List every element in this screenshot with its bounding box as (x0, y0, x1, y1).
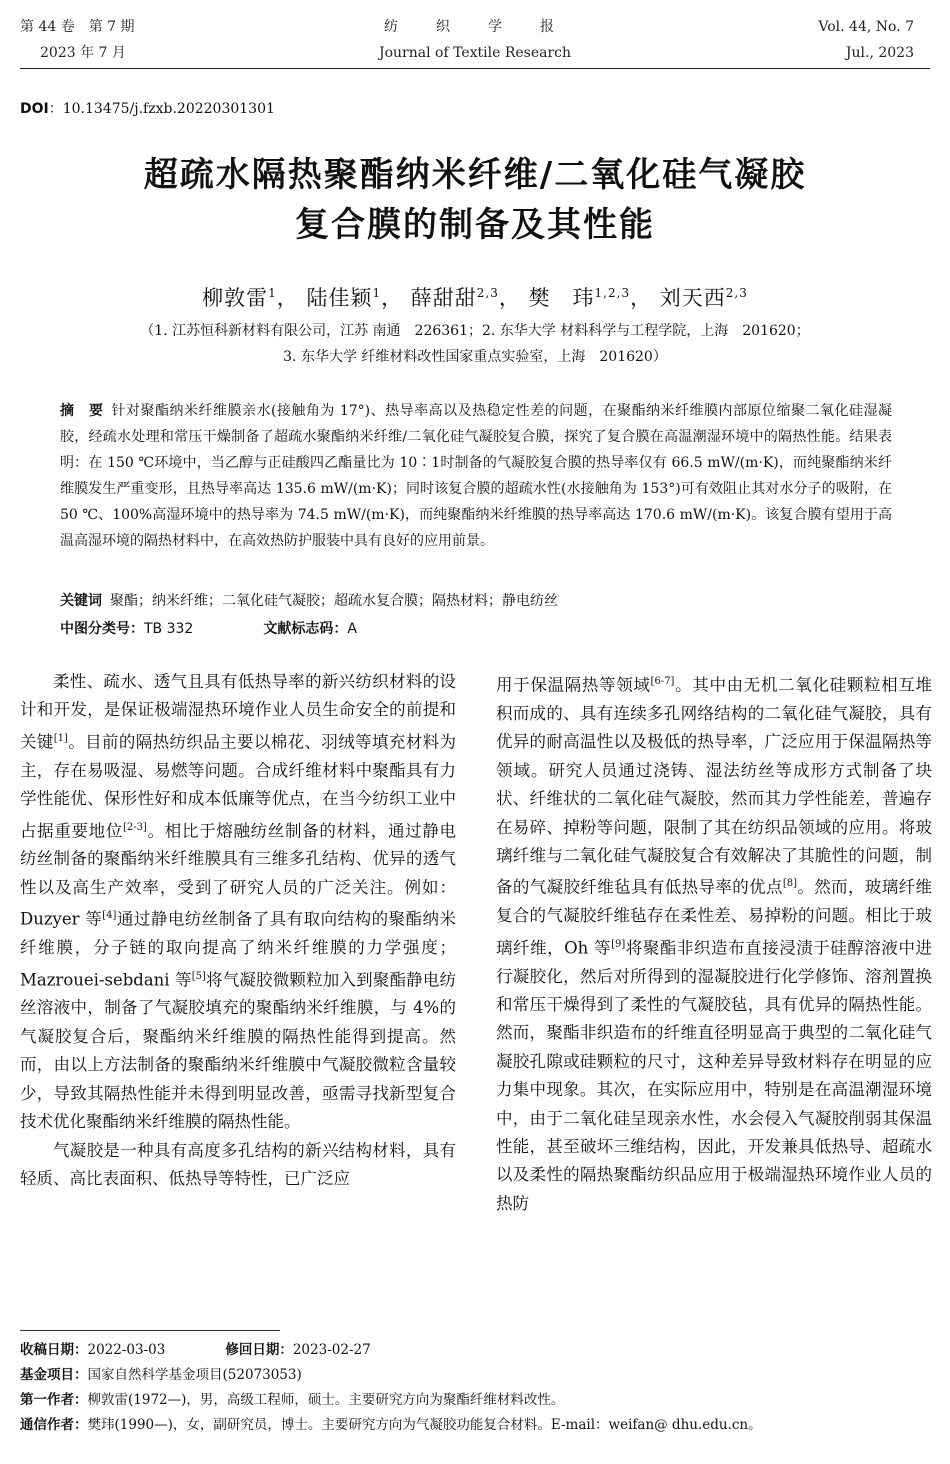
header-divider (20, 68, 930, 69)
citation: [9] (611, 938, 626, 950)
author: 柳敦雷$^1$， (202, 286, 299, 310)
clc-label: 中图分类号： (60, 621, 144, 637)
citation: [6-7] (650, 676, 675, 687)
author: 刘天西$^{2,3}$ (659, 286, 748, 310)
header-center (0, 14, 950, 66)
volume-issue-cn: 第 44 卷 第 7 期 (20, 19, 135, 35)
paper-title (0, 150, 950, 250)
citation: [8] (782, 878, 798, 890)
affiliation-line-1: （1. 江苏恒科新材料有限公司，江苏 南通 226361；2. 东华大学 材料科学与工程学院，上海 201620； (140, 323, 810, 339)
abstract-label: 摘 要 (60, 403, 104, 419)
author: 陆佳颖$^1$， (306, 286, 404, 310)
date-en: Jul., 2023 (845, 45, 914, 61)
received-date: 2022-03-03 (87, 1342, 166, 1358)
citation: [4] (102, 910, 117, 922)
abstract-text: 针对聚酯纳米纤维膜亲水(接触角为 17°)、热导率高以及热稳定性差的问题，在聚酯纳米纤维膜内部原位缩聚二氧化硅湿凝胶，经疏水处理和常压干燥制备了超疏水聚酯纳米纤维/二氧化硅气凝胶复合膜，探究了复合膜在高温潮湿环境中的隔热性能。结果表明：在 150 ℃环境中，当乙醇与正硅酸四乙酯量比为 10∶1时制备的气凝胶复合膜的热导率仅有 66.5 mW/(m·K)，而纯聚酯纳米纤维膜发生严重变形，且热导率高达 135.6 mW/(m·K)；同时该复合膜的超疏水性(水接触角为 153°)可有效阻止其对水分子的吸附，在 50 ℃、100%高湿环境中的热导率为 74.5 mW/(m·K)，而纯聚酯纳米纤维膜的热导率高达 170.6 mW/(m·K)。该复合膜有望用于高温高湿环境的隔热材料中，在高效热防护服装中具有良好的应用前景。 (60, 403, 893, 549)
title-line-1: 超疏水隔热聚酯纳米纤维/二氧化硅气凝胶 (143, 155, 807, 195)
affiliations (0, 318, 950, 370)
fund-line: 基金项目：国家自然科学基金项目(52073053) (20, 1367, 302, 1383)
classification (60, 618, 357, 638)
author: 樊 玮$^{1,2,3}$， (528, 286, 653, 310)
doi-label: DOI (20, 101, 49, 117)
citation: [5] (191, 970, 206, 982)
corresponding-author-line: 通信作者：樊玮(1990—)，女，副研究员，博士。主要研究方向为气凝胶功能复合材料。E-mail：weifan@ dhu.edu.cn。 (20, 1417, 762, 1433)
journal-name-cn: 纺 织 学 报 (384, 19, 566, 35)
journal-name-en: Journal of Textile Research (378, 45, 572, 61)
body-paragraph: 气凝胶是一种具有高度多孔结构的新兴结构材料，具有轻质、高比表面积、低热导等特性，已广泛应 (20, 1140, 456, 1188)
dates-line: 收稿日期：2022-03-03 修回日期：2023-02-27 (20, 1342, 371, 1358)
affiliation-line-2: 3. 东华大学 纤维材料改性国家重点实验室，上海 201620） (283, 349, 667, 365)
keywords-label: 关键词 (60, 593, 102, 609)
doc-code-label: 文献标志码： (263, 621, 348, 637)
header-right (818, 14, 914, 66)
footnote-divider (20, 1330, 280, 1331)
volume-issue-en: Vol. 44, No. 7 (818, 19, 914, 35)
citation: [1] (53, 732, 68, 744)
doi (20, 98, 275, 118)
date-cn: 2023 年 7 月 (40, 45, 126, 61)
doi-value: ：10.13475/j.fzxb.20220301301 (48, 101, 275, 117)
first-author-line: 第一作者：柳敦雷(1972—)，男，高级工程师，硕士。主要研究方向为聚酯纤维材料改性。 (20, 1392, 565, 1408)
title-line-2: 复合膜的制备及其性能 (295, 205, 655, 245)
body-paragraph: 柔性、疏水、透气且具有低热导率的新兴纺织材料的设计和开发，是保证极端湿热环境作业人员生命安全的前提和关键[1]。目前的隔热纺织品主要以棉花、羽绒等填充材料为主，存在易吸湿、易燃等问题。合成纤维材料中聚酯具有力学性能优、保形性好和成本低廉等优点，在当今纺织工业中占据重要地位[2-3]。相比于熔融纺丝制备的材料，通过静电纺丝制备的聚酯纳米纤维膜具有三维多孔结构、优异的透气性以及高生产效率，受到了研究人员的广泛关注。例如：Duzyer 等[4]通过静电纺丝制备了具有取向结构的聚酯纳米纤维膜，分子链的取向提高了纳米纤维膜的力学强度；Mazrouei-sebdani 等[5]将气凝胶微颗粒加入到聚酯静电纺丝溶液中，制备了气凝胶填充的聚酯纳米纤维膜，与 4%的气凝胶复合后，聚酯纳米纤维膜的隔热性能得到提高。然而，由以上方法制备的聚酯纳米纤维膜中气凝胶微粒含量较少，导致其隔热性能并未得到明显改善，亟需寻找新型复合技术优化聚酯纳米纤维膜的隔热性能。 (20, 672, 457, 1132)
keywords-text: 聚酯；纳米纤维；二氧化硅气凝胶；超疏水复合膜；隔热材料；静电纺丝 (110, 593, 558, 609)
doc-code-value: A (347, 621, 357, 637)
author-list (0, 282, 950, 312)
body-paragraph: 用于保温隔热等领域[6-7]。其中由无机二氧化硅颗粒相互堆积而成的、具有连续多孔网络结构的二氧化硅气凝胶，具有优异的耐高温性以及极低的热导率，广泛应用于保温隔热等领域。研究人员通过浇铸、湿法纺丝等成形方式制备了块状、纤维状的二氧化硅气凝胶，然而其力学性能差，普遍存在易碎、掉粉等问题，限制了其在纺织品领域的应用。将玻璃纤维与二氧化硅气凝胶复合有效解决了其脆性的问题，制备的气凝胶纤维毡具有低热导率的优点[8]。然而，玻璃纤维复合的气凝胶纤维毡存在柔性差、易掉粉的问题。相比于玻璃纤维，Oh 等[9]将聚酯非织造布直接浸渍于硅醇溶液中进行凝胶化，然后对所得到的湿凝胶进行化学修饰、溶剂置换和常压干燥得到了柔性的气凝胶毡，具有优异的隔热性能。然而，聚酯非织造布的纤维直径明显高于典型的二氧化硅气凝胶孔隙或硅颗粒的尺寸，这种差异导致材料存在明显的应力集中现象。其次，在实际应用中，特别是在高温潮湿环境中，由于二氧化硅呈现亲水性，水会侵入气凝胶削弱其保温性能，甚至破坏三维结构，因此，开发兼具低热导、超疏水以及柔性的隔热聚酯纺织品应用于极端湿热环境作业人员的热防 (496, 675, 933, 1213)
body-column-right (496, 668, 932, 1218)
footnotes (20, 1338, 930, 1438)
revised-date: 2023-02-27 (292, 1342, 371, 1358)
citation: [2-3] (123, 821, 147, 833)
keywords (60, 590, 558, 610)
clc-value: TB 332 (144, 621, 194, 637)
author: 薛甜甜$^{2,3}$， (410, 286, 521, 310)
abstract (60, 398, 892, 554)
body-column-left (20, 668, 456, 1193)
